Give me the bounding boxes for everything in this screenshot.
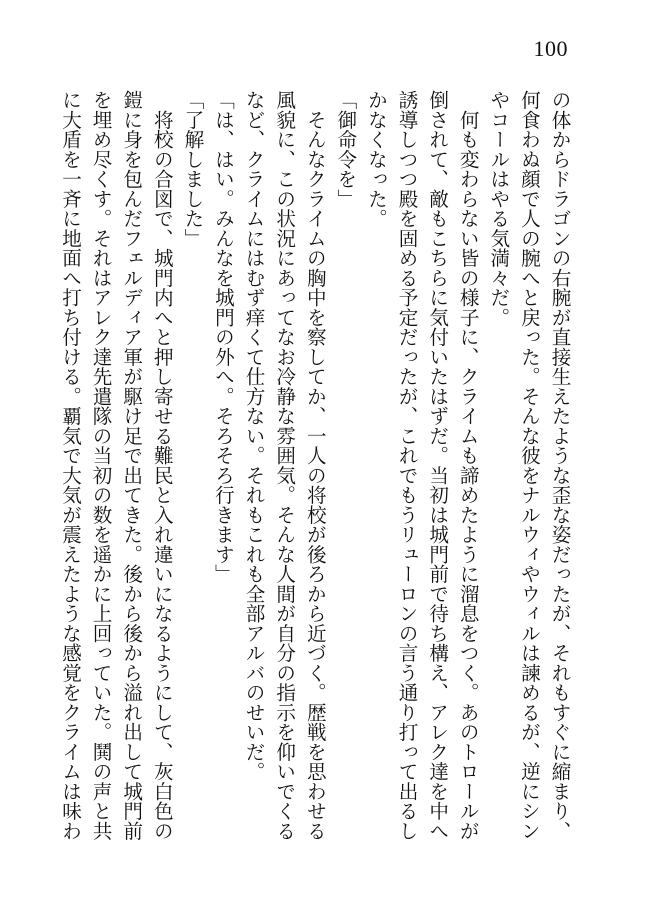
text-line: 将校の合図で、城門内へと押し寄せる難民と入れ違いになるようにして、灰白色の xyxy=(150,90,174,841)
text-line: かなくなった。 xyxy=(364,90,388,229)
text-line: 鎧に身を包んだフェルディア軍が駆け足で出てきた。後から後から溢れ出して城門前 xyxy=(119,90,143,841)
text-line: 何も変わらない皆の様子に、クライムも諦めたように溜息をつく。あのトロールが xyxy=(456,90,480,841)
novel-body-text xyxy=(58,90,574,850)
page-number: 100 xyxy=(533,36,568,61)
text-line: 倒されて、敵もこちらに気付いたはずだ。当初は城門前で待ち構え、アレク達を中へ xyxy=(425,90,449,841)
dialogue-line: 「了解しました」 xyxy=(180,90,204,248)
text-line: 誘導しつつ殿を固める予定だったが、これでもうリューロンの言う通り打って出るし xyxy=(395,90,419,841)
text-line: を埋め尽くす。それはアレク達先遣隊の当初の数を遥かに上回っていた。鬨の声と共 xyxy=(89,90,113,841)
text-line: やコールはやる気満々だ。 xyxy=(486,90,510,327)
text-line: 風貌に、この状況にあってなお冷静な雰囲気。そんな人間が自分の指示を仰いでくる xyxy=(272,90,296,841)
text-line: そんなクライムの胸中を察してか、一人の将校が後ろから近づく。歴戦を思わせる xyxy=(303,90,327,841)
dialogue-line: 「御命令を」 xyxy=(333,90,357,209)
text-line: の体からドラゴンの右腕が直接生えたような歪な姿だったが、それもすぐに縮まり、 xyxy=(548,90,571,841)
dialogue-line: 「は、はい。みんなを城門の外へ。そろそろ行きます」 xyxy=(211,90,235,584)
text-line: 何食わぬ顔で人の腕へと戻った。そんな彼をナルウィやウィルは諫めるが、逆にシン xyxy=(517,90,541,841)
text-line: など、クライムにはむず痒くて仕方ない。それもこれも全部アルバのせいだ。 xyxy=(242,90,266,782)
text-line: に大盾を一斉に地面へ打ち付ける。覇気で大気が震えたような感覚をクライムは味わ xyxy=(58,90,82,841)
